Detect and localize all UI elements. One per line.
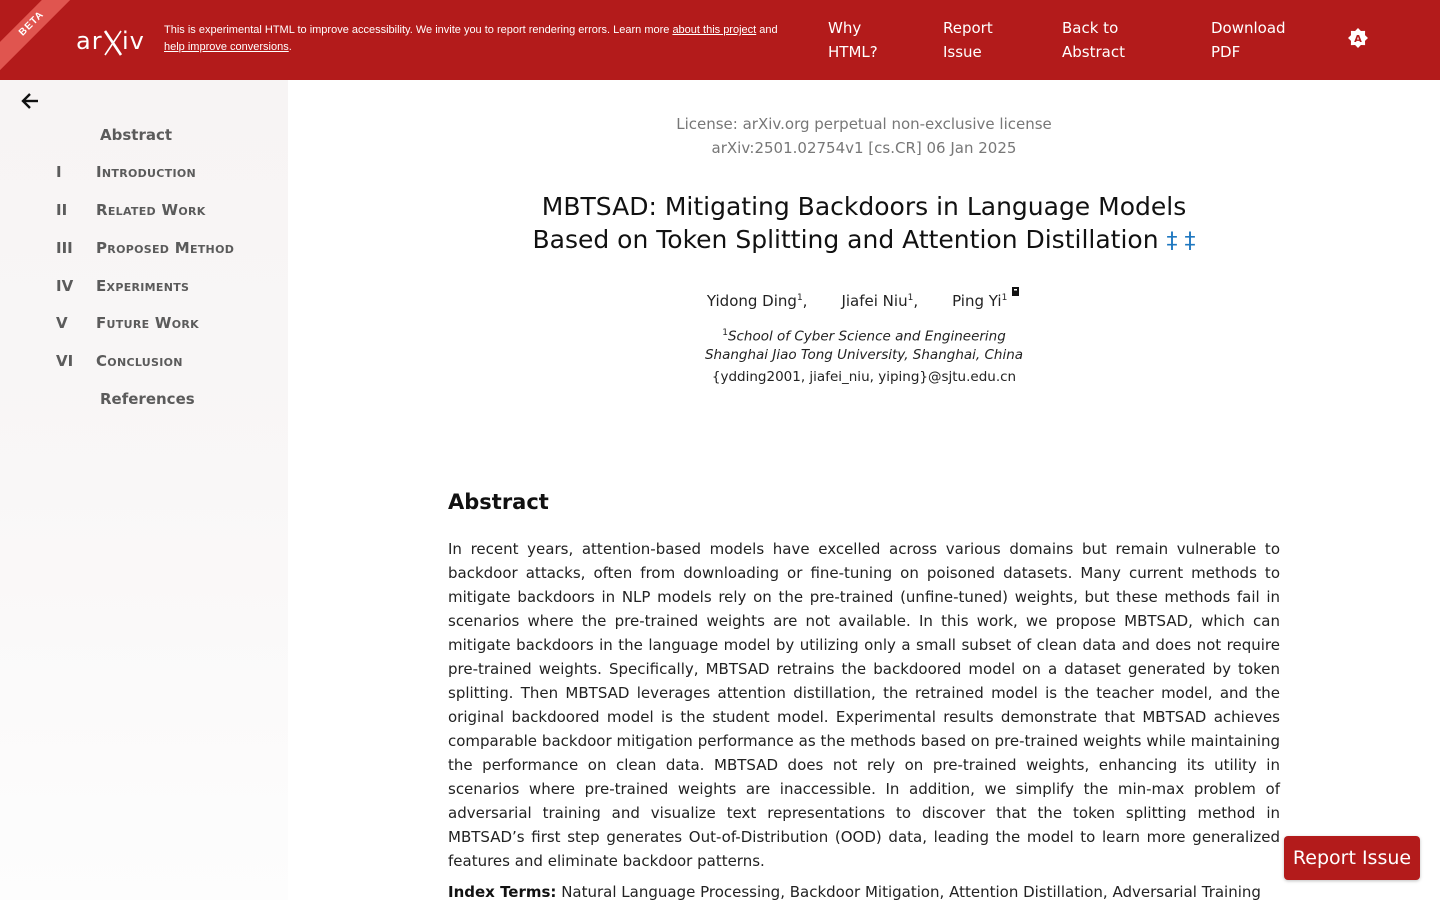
license-line: License: arXiv.org perpetual non-exclusive license — [676, 115, 1052, 133]
report-line1: Report — [943, 19, 993, 37]
svg-text:iv: iv — [122, 27, 145, 55]
svg-text:ar: ar — [76, 27, 103, 55]
toc-number: IV — [56, 277, 74, 295]
affiliation-school: School of Cyber Science and Engineering — [727, 328, 1006, 345]
why-html-line2: HTML? — [828, 43, 878, 61]
paper-title — [288, 190, 1440, 258]
arxiv-identifier: arXiv:2501.02754v1 [cs.CR] 06 Jan 2025 — [711, 139, 1017, 157]
why-html-line1: Why — [828, 19, 862, 37]
back-arrow-icon[interactable] — [20, 90, 42, 112]
notice-and: and — [756, 24, 778, 36]
toc-item-proposed-method[interactable] — [0, 235, 288, 263]
notice-text: This is experimental HTML to improve accessibility. We invite you to report rendering errors. Learn more — [164, 24, 673, 36]
contrast-toggle-icon[interactable] — [1348, 28, 1368, 48]
report-issue-button[interactable]: Report Issue — [1284, 836, 1420, 880]
back-line1: Back to — [1062, 19, 1119, 37]
author-name: Jiafei Niu — [841, 292, 908, 310]
toc-label: References — [100, 390, 195, 408]
affiliation-line2: Shanghai Jiao Tong University, Shanghai, China — [704, 347, 1024, 363]
top-banner — [0, 0, 1440, 80]
back-to-abstract-link[interactable] — [1062, 16, 1125, 64]
corresponding-author-icon — [1012, 287, 1021, 298]
download-line1: Download — [1211, 19, 1286, 37]
download-pdf-link[interactable] — [1211, 16, 1286, 64]
toc-item-abstract[interactable] — [0, 122, 288, 150]
why-html-link[interactable] — [828, 16, 878, 64]
index-terms-list: Natural Language Processing, Backdoor Mitigation, Attention Distillation, Adversarial Training — [556, 883, 1261, 900]
download-line2: PDF — [1211, 43, 1241, 61]
toc-number: I — [56, 163, 62, 181]
author-affil-sup: 1 — [796, 293, 803, 303]
toc-label: Experiments — [96, 277, 190, 295]
index-terms — [448, 880, 1348, 900]
toc-label: Abstract — [100, 126, 173, 144]
beta-ribbon: BETA — [0, 0, 81, 73]
paper-content — [288, 80, 1440, 900]
help-improve-link[interactable]: help improve conversions — [164, 41, 289, 53]
affiliation-sup: 1 — [722, 328, 728, 338]
experimental-notice — [164, 22, 814, 56]
about-project-link[interactable]: about this project — [672, 24, 757, 36]
author-emails: {ydding2001, jiafei_niu, yiping}@sjtu.edu.cn — [711, 369, 1017, 385]
toc-label: Future Work — [96, 314, 200, 332]
author-name: Ping Yi — [952, 292, 1002, 310]
author-name: Yidong Ding — [706, 292, 797, 310]
toc-item-conclusion[interactable] — [0, 348, 288, 376]
arxiv-logo-mark — [76, 22, 152, 58]
author-separator: , — [802, 292, 808, 310]
title-footnote-marks[interactable]: ‡ ‡ — [1166, 229, 1196, 254]
arxiv-logo[interactable] — [76, 22, 152, 58]
svg-text:A: A — [1354, 34, 1362, 45]
back-line2: Abstract — [1062, 43, 1125, 61]
author-affil-sup: 1 — [907, 293, 914, 303]
abstract-text: In recent years, attention-based models have excelled across various domains but remain vulnerable to backdoor attacks, often from downloading or fine-tuning on poisoned datasets. Many current methods to mitigate backdoors in NLP models rely on the pre-trained (unfine-tuned) weights, but these methods fail in scenarios where the pre-trained weights are not available. In this work, we propose MBTSAD, which can mitigate backdoors in the language model by utilizing only a small subset of clean data and does not require pre-trained weights. Specifically, MBTSAD retrains the backdoored model on a dataset generated by token splitting. Then MBTSAD leverages attention distillation, the retrained model is the teacher model, and the original backdoored model is the student model. Experimental results demonstrate that MBTSAD achieves comparable backdoor mitigation performance as the methods based on pre-trained weights while maintaining the performance on clean data. MBTSAD does not rely on pre-trained weights, enhancing its utility in scenarios where pre-trained weights are inaccessible. In addition, we simplify the min-max problem of adversarial training and visualize text representations to discover that the token splitting method in MBTSAD’s first step generates Out-of-Distribution (OOD) data, leading the model to learn more generalized features and eliminate backdoor patterns. — [448, 540, 1280, 870]
notice-end: . — [288, 41, 292, 53]
table-of-contents — [0, 80, 288, 900]
toc-item-introduction[interactable] — [0, 159, 288, 187]
toc-number: III — [56, 239, 73, 257]
toc-item-experiments[interactable] — [0, 273, 288, 301]
toc-number: V — [56, 314, 68, 332]
title-line2: Based on Token Splitting and Attention Distillation — [532, 225, 1159, 254]
toc-label: Proposed Method — [96, 239, 235, 257]
toc-number: II — [56, 201, 68, 219]
report-issue-link[interactable] — [943, 16, 993, 64]
toc-label: Conclusion — [96, 352, 183, 370]
title-line1: MBTSAD: Mitigating Backdoors in Language Models — [541, 192, 1187, 221]
toc-item-references[interactable] — [0, 386, 288, 414]
author-separator: , — [913, 292, 919, 310]
index-terms-label: Index Terms: — [448, 883, 557, 900]
author-list — [288, 286, 1440, 313]
toc-item-future-work[interactable] — [0, 310, 288, 338]
toc-label: Related Work — [96, 201, 206, 219]
abstract-heading: Abstract — [448, 490, 549, 514]
toc-label: Introduction — [96, 163, 197, 181]
toc-number: VI — [56, 352, 74, 370]
author-affil-sup: 1 — [1001, 293, 1008, 303]
report-line2: Issue — [943, 43, 982, 61]
toc-item-related-work[interactable] — [0, 197, 288, 225]
